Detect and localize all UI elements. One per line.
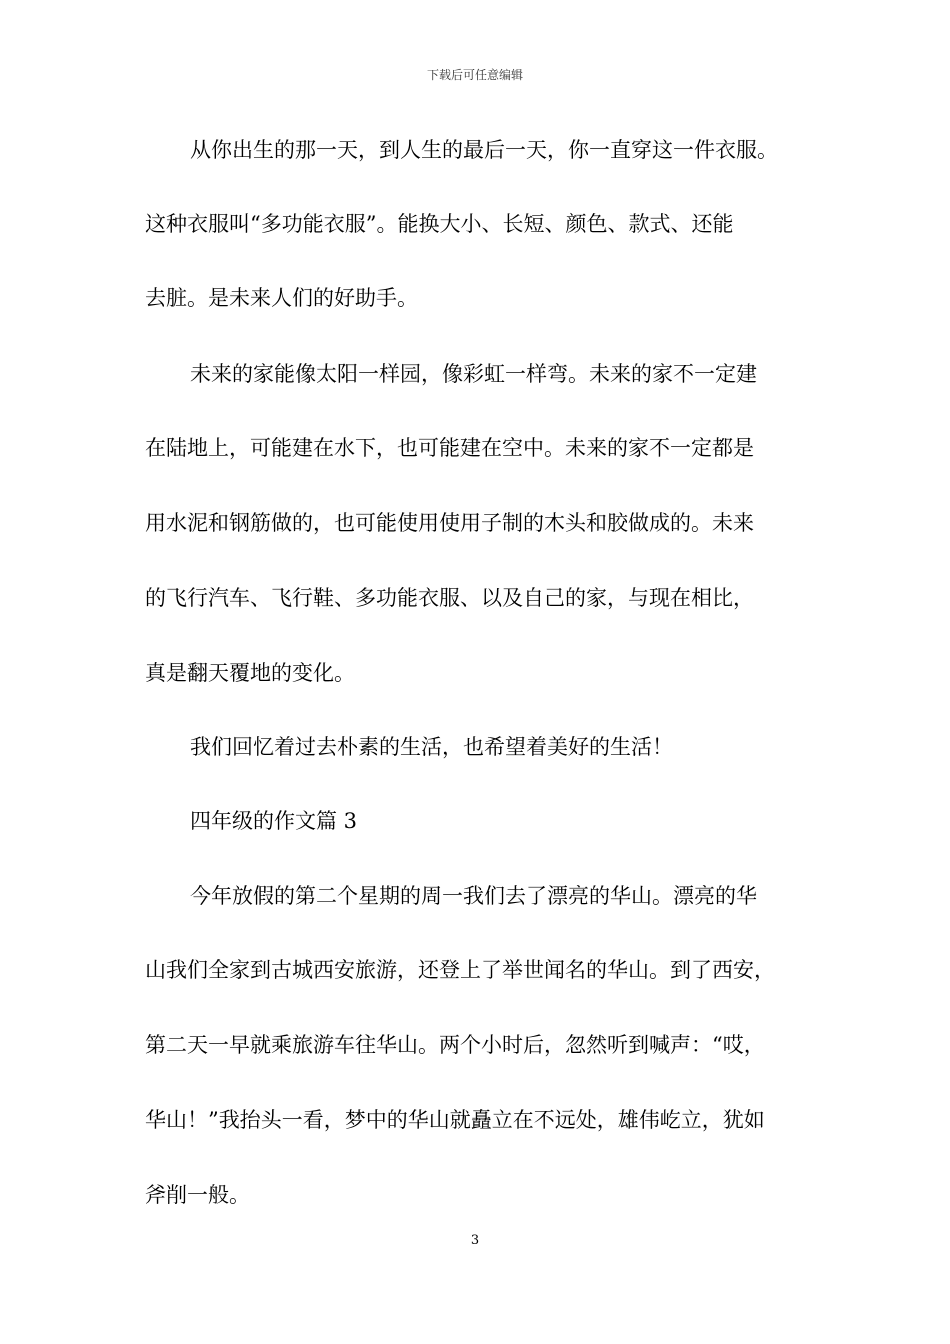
text-line: 真是翻天覆地的变化。 xyxy=(145,661,355,685)
text-line: 用水泥和钢筋做的，也可能使用使用子制的木头和胶做成的。未来 xyxy=(145,511,754,535)
header-note: 下载后可任意编辑 xyxy=(426,68,523,82)
text-line: 我们回忆着过去朴素的生活，也希望着美好的生活！ xyxy=(190,735,673,759)
text-line: 今年放假的第二个星期的周一我们去了漂亮的华山。漂亮的华 xyxy=(190,884,757,908)
text-line: 在陆地上，可能建在水下，也可能建在空中。未来的家不一定都是 xyxy=(145,436,754,460)
text-line: 去脏。是未来人们的好助手。 xyxy=(145,286,418,310)
text-line: 第二天一早就乘旅游车往华山。两个小时后，忽然听到喊声：“哎， xyxy=(145,1033,765,1057)
text-line: 斧削一般。 xyxy=(145,1183,250,1207)
text-line: 华山！”我抬头一看，梦中的华山就矗立在不远处，雄伟屹立，犹如 xyxy=(145,1108,765,1132)
text-line: 山我们全家到古城西安旅游，还登上了举世闻名的华山。到了西安， xyxy=(145,958,775,982)
text-line: 的飞行汽车、飞行鞋、多功能衣服、以及自己的家，与现在相比， xyxy=(145,586,754,610)
text-line: 从你出生的那一天，到人生的最后一天，你一直穿这一件衣服。 xyxy=(190,138,778,162)
section-heading: 四年级的作文篇 3 xyxy=(190,809,358,833)
page-number: 3 xyxy=(470,1233,480,1248)
text-line: 未来的家能像太阳一样园，像彩虹一样弯。未来的家不一定建 xyxy=(190,362,757,386)
text-line: 这种衣服叫“多功能衣服”。能换大小、长短、颜色、款式、还能 xyxy=(145,212,734,236)
